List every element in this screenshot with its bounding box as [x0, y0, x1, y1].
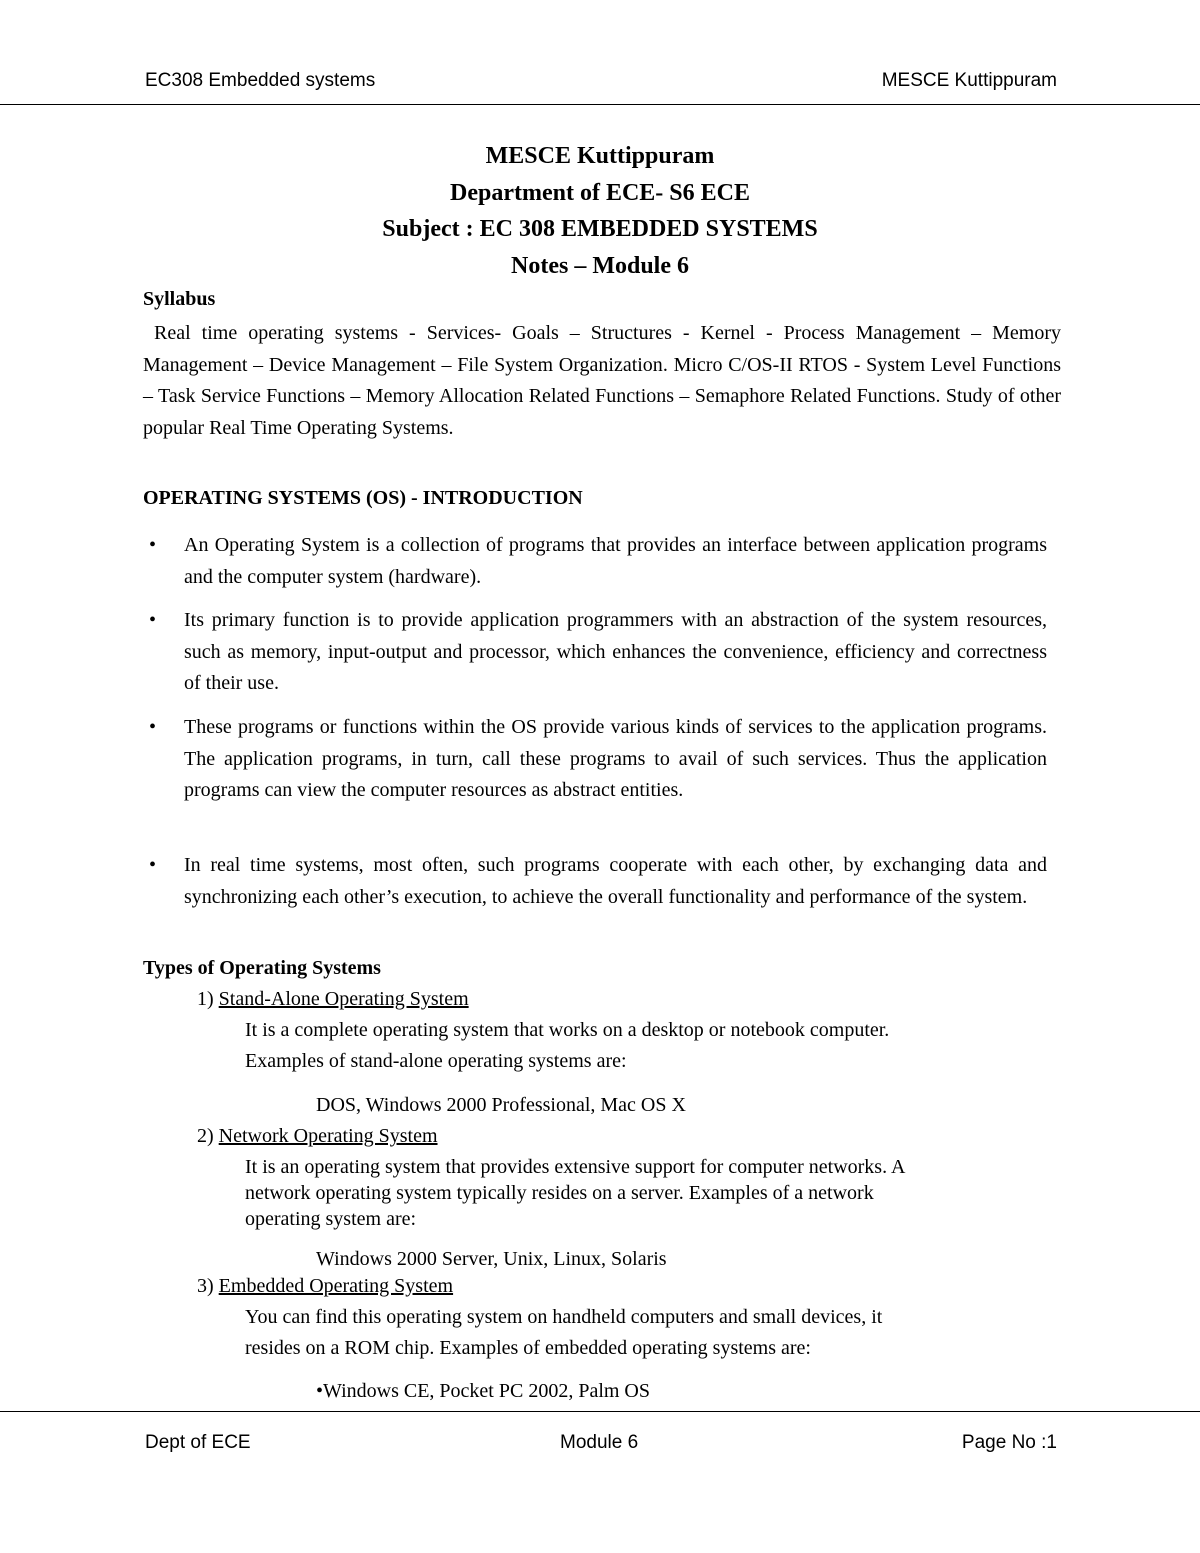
intro-bullet — [143, 712, 1047, 807]
footer-department: Dept of ECE — [145, 1432, 251, 1453]
type-item-title-line — [197, 1125, 438, 1148]
type-number: 2) — [197, 1125, 214, 1147]
type-title: Network Operating System — [218, 1125, 438, 1147]
intro-bullet — [143, 605, 1047, 700]
footer-module: Module 6 — [560, 1432, 639, 1453]
bullet-icon: • — [149, 609, 157, 631]
footer-divider — [0, 1411, 1200, 1412]
type-examples: •Windows CE, Pocket PC 2002, Palm OS — [316, 1380, 650, 1402]
intro-bullet — [143, 530, 1047, 593]
bullet-icon: • — [149, 854, 157, 876]
type-description-line: It is a complete operating system that works on a desktop or notebook computer. — [245, 1019, 890, 1041]
type-description-line: network operating system typically resides on a server. Examples of a network — [245, 1182, 874, 1204]
title-module: Notes – Module 6 — [511, 253, 689, 279]
header-college: MESCE Kuttippuram — [881, 70, 1057, 91]
type-title: Embedded Operating System — [218, 1275, 454, 1297]
type-examples: Windows 2000 Server, Unix, Linux, Solaris — [316, 1248, 667, 1270]
bullet-text: Its primary function is to provide application programmers with an abstraction of the system resources, such as memory, input-output and processor, which enhances the convenience, efficiency and correctness of their use. — [184, 609, 1047, 694]
type-description-line: resides on a ROM chip. Examples of embedded operating systems are: — [245, 1337, 811, 1359]
intro-bullet — [143, 850, 1047, 913]
type-examples: DOS, Windows 2000 Professional, Mac OS X — [316, 1094, 686, 1116]
type-description-line: It is an operating system that provides extensive support for computer networks. A — [245, 1156, 906, 1178]
type-number: 3) — [197, 1275, 214, 1297]
bullet-text: These programs or functions within the OS provide various kinds of services to the application programs. The application programs, in turn, call these programs to avail of such services. Thus the application programs can view the computer resources as abstract entities. — [184, 716, 1047, 801]
syllabus-heading: Syllabus — [143, 288, 216, 310]
type-item-title-line — [197, 1275, 453, 1298]
bullet-icon: • — [149, 716, 157, 738]
title-college: MESCE Kuttippuram — [485, 143, 715, 169]
header-course: EC308 Embedded systems — [145, 70, 376, 91]
title-subject: Subject : EC 308 EMBEDDED SYSTEMS — [382, 216, 818, 242]
header-divider — [0, 104, 1200, 105]
type-item-title-line — [197, 988, 469, 1011]
footer-page-number: Page No :1 — [961, 1432, 1057, 1453]
bullet-text: An Operating System is a collection of programs that provides an interface between application programs and the computer system (hardware). — [184, 534, 1047, 588]
syllabus-text: Real time operating systems - Services- Goals – Structures - Kernel - Process Management – Memory Management – Device Management – File System Organization. Micro C/OS-II RTOS - System Level Functions – Task Service Functions – Memory Allocation Related Functions – Semaphore Related Functions. Study of other popular Real Time Operating Systems. — [143, 322, 1066, 439]
type-description-line: operating system are: — [245, 1208, 417, 1230]
type-number: 1) — [197, 988, 214, 1010]
type-description-line: Examples of stand-alone operating systems are: — [245, 1050, 627, 1072]
bullet-icon: • — [149, 534, 157, 556]
intro-heading: OPERATING SYSTEMS (OS) - INTRODUCTION — [143, 487, 583, 509]
types-heading: Types of Operating Systems — [143, 957, 381, 979]
type-title: Stand-Alone Operating System — [218, 988, 469, 1010]
bullet-text: In real time systems, most often, such programs cooperate with each other, by exchanging data and synchronizing each other’s execution, to achieve the overall functionality and performance of the system. — [184, 854, 1047, 908]
title-department: Department of ECE- S6 ECE — [450, 180, 750, 206]
type-description-line: You can find this operating system on handheld computers and small devices, it — [245, 1306, 883, 1328]
